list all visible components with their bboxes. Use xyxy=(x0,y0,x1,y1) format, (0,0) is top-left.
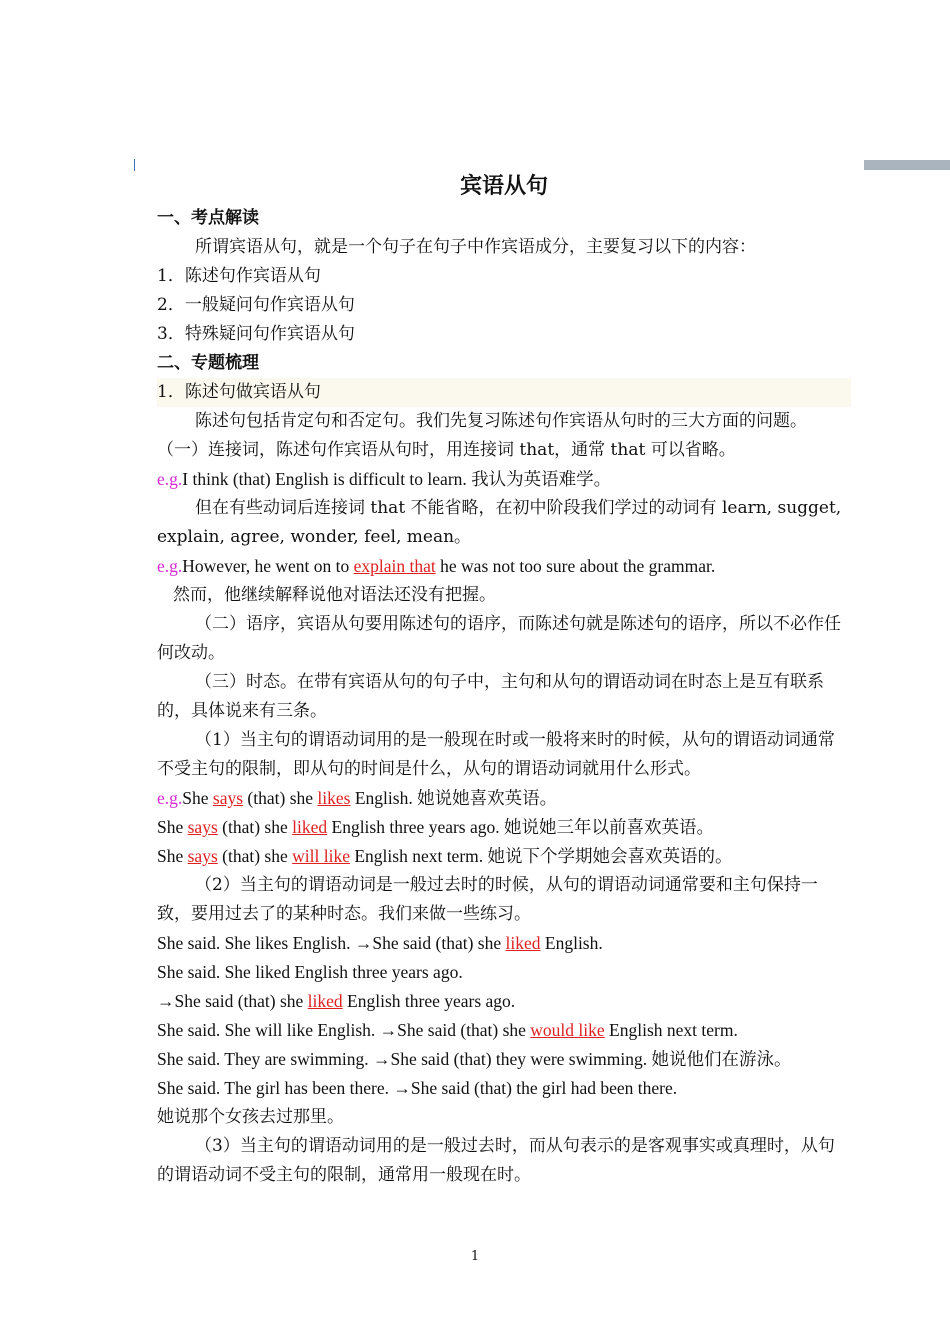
paragraph: 陈述句包括肯定句和否定句。我们先复习陈述句作宾语从句时的三大方面的问题。 xyxy=(195,411,807,431)
paragraph-word-order: （二）语序，宾语从句要用陈述句的语序，而陈述句就是陈述句的语序，所以不必作任何改动。 xyxy=(157,614,841,663)
eg-label: e.g. xyxy=(157,556,183,576)
example-sentence: e.g.However, he went on to explain that he was not too sure about the grammar. xyxy=(157,556,716,576)
section1-heading: 一、考点解读 xyxy=(157,208,259,228)
highlighted-word: liked xyxy=(292,817,328,837)
rule-3: （3）当主句的谓语动词用的是一般过去时，而从句表示的是客观事实或真理时，从句的谓语动词不受主句的限制，通常用一般现在时。 xyxy=(157,1136,835,1185)
highlighted-word: says xyxy=(187,846,218,866)
paragraph-tense: （三）时态。在带有宾语从句的句子中，主句和从句的谓语动词在时态上是互有联系的，具体说来有三条。 xyxy=(157,672,824,721)
exercise-sentence: She said. She likes English. →She said (that) she liked English. xyxy=(157,933,603,953)
highlighted-word: says xyxy=(187,817,218,837)
highlighted-word: will like xyxy=(292,846,350,866)
list-item: 1．陈述句作宾语从句 xyxy=(157,266,321,286)
highlighted-word: likes xyxy=(317,788,351,808)
highlighted-word: liked xyxy=(505,933,541,953)
example-sentence: e.g.I think (that) English is difficult to learn. 我认为英语难学。 xyxy=(157,469,612,489)
section2-heading: 二、专题梳理 xyxy=(157,353,259,373)
exercise-sentence: She said. They are swimming. →She said (that) they were swimming. 她说他们在游泳。 xyxy=(157,1049,792,1069)
page-title: 宾语从句 xyxy=(459,173,548,199)
highlighted-word: liked xyxy=(307,991,343,1011)
document-body xyxy=(157,170,851,1190)
rule-2: （2）当主句的谓语动词是一般过去时的时候，从句的谓语动词通常要和主句保持一致，要用过去了的某种时态。我们来做一些练习。 xyxy=(157,875,818,924)
subheading-statement-clause: 1．陈述句做宾语从句 xyxy=(157,378,851,407)
translation: 她说那个女孩去过那里。 xyxy=(157,1107,344,1127)
example-sentence: She says (that) she liked English three years ago. 她说她三年以前喜欢英语。 xyxy=(157,817,715,837)
exercise-sentence: She said. The girl has been there. →She said (that) the girl had been there. xyxy=(157,1078,678,1098)
exercise-sentence: →She said (that) she liked English three years ago. xyxy=(157,991,516,1011)
exercise-sentence: She said. She liked English three years ago. xyxy=(157,962,463,982)
rule-1: （1）当主句的谓语动词用的是一般现在时或一般将来时的时候，从句的谓语动词通常不受主句的限制，即从句的时间是什么，从句的谓语动词就用什么形式。 xyxy=(157,730,835,779)
paragraph-connector: （一）连接词，陈述句作宾语从句时，用连接词 that，通常 that 可以省略。 xyxy=(157,440,736,460)
margin-marker xyxy=(134,159,135,171)
paragraph: 但在有些动词后连接词 that 不能省略，在初中阶段我们学过的动词有 learn, sugget, explain, agree, wonder, feel, mean。 xyxy=(157,498,842,547)
highlighted-word: explain that xyxy=(353,556,436,576)
header-decoration-bar xyxy=(864,160,950,170)
translation: 然而，他继续解释说他对语法还没有把握。 xyxy=(173,585,496,605)
section1-intro: 所谓宾语从句，就是一个句子在句子中作宾语成分，主要复习以下的内容： xyxy=(195,237,756,257)
list-item: 3．特殊疑问句作宾语从句 xyxy=(157,324,355,344)
example-sentence: e.g.She says (that) she likes English. 她说她喜欢英语。 xyxy=(157,788,558,808)
eg-label: e.g. xyxy=(157,788,183,808)
highlighted-word: would like xyxy=(530,1020,605,1040)
list-item: 2．一般疑问句作宾语从句 xyxy=(157,295,355,315)
highlighted-word: says xyxy=(212,788,244,808)
exercise-sentence: She said. She will like English. →She said (that) she would like English next term. xyxy=(157,1020,738,1040)
example-sentence: She says (that) she will like English next term. 她说下个学期她会喜欢英语的。 xyxy=(157,846,733,866)
eg-label: e.g. xyxy=(157,469,183,489)
page-number: 1 xyxy=(470,1249,480,1264)
